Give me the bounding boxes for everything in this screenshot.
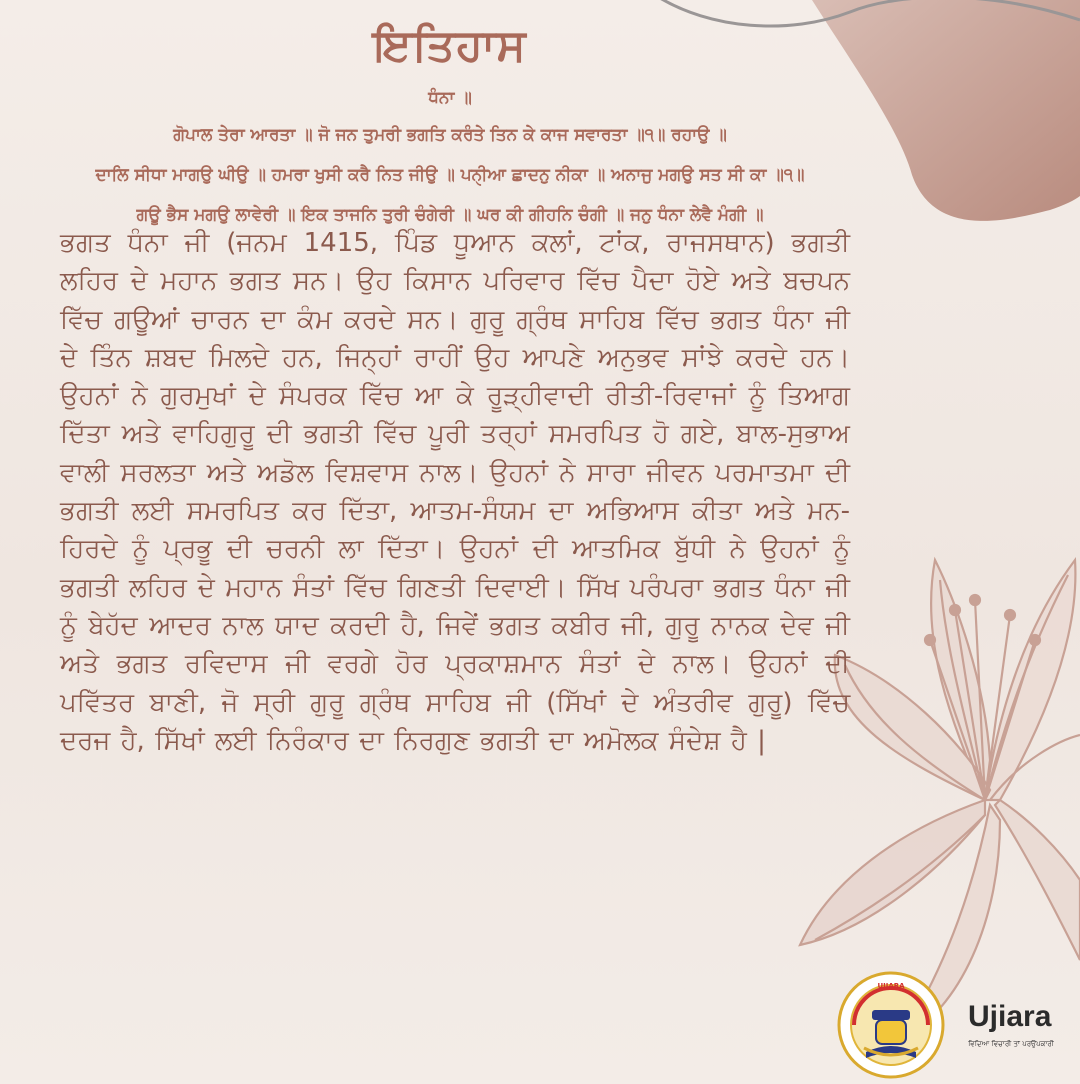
hymn-line: ਦਾਲਿ ਸੀਧਾ ਮਾਗਉ ਘੀਉ ॥ ਹਮਰਾ ਖੁਸੀ ਕਰੈ ਨਿਤ ਜੀਉ ॥ ਪਨੑੀਆ ਛਾਦਨੁ ਨੀਕਾ ॥ ਅਨਾਜੁ ਮਗਉ ਸਤ ਸੀ ਕਾ ॥੧॥ [95, 165, 805, 185]
emblem-text: UJJARA [877, 982, 905, 990]
brand-name: Ujiara [968, 1000, 1052, 1033]
hymn-line: ਗੋਪਾਲ ਤੇਰਾ ਆਰਤਾ ॥ ਜੋ ਜਨ ਤੁਮਰੀ ਭਗਤਿ ਕਰੰਤੇ ਤਿਨ ਕੇ ਕਾਜ ਸਵਾਰਤਾ ॥੧॥ ਰਹਾਉ ॥ [173, 125, 727, 145]
hymn-line: ਗਊ ਭੈਸ ਮਗਉ ਲਾਵੇਰੀ ॥ ਇਕ ਤਾਜਨਿ ਤੁਰੀ ਚੰਗੇਰੀ ॥ ਘਰ ਕੀ ਗੀਹਨਿ ਚੰਗੀ ॥ ਜਨੁ ਧੰਨਾ ਲੇਵੈ ਮੰਗੀ ॥ [136, 205, 764, 225]
history-paragraph: ਭਗਤ ਧੰਨਾ ਜੀ (ਜਨਮ 1415, ਪਿੰਡ ਧੂਆਨ ਕਲਾਂ, ਟਾਂਕ, ਰਾਜਸਥਾਨ) ਭਗਤੀ ਲਹਿਰ ਦੇ ਮਹਾਨ ਭਗਤ ਸਨ। ਉਹ ਕਿਸਾਨ ਪਰਿਵਾਰ ਵਿੱਚ ਪੈਦਾ ਹੋਏ ਅਤੇ ਬਚਪਨ ਵਿੱਚ ਗਊਆਂ ਚਾਰਨ ਦਾ ਕੰਮ ਕਰਦੇ ਸਨ। ਗੁਰੂ ਗ੍ਰੰਥ ਸਾਹਿਬ ਵਿੱਚ ਭਗਤ ਧੰਨਾ ਜੀ ਦੇ ਤਿੰਨ ਸ਼ਬਦ ਮਿਲਦੇ ਹਨ, ਜਿਨ੍ਹਾਂ ਰਾਹੀਂ ਉਹ ਆਪਣੇ ਅਨੁਭਵ ਸਾਂਝੇ ਕਰਦੇ ਹਨ।ਉਹਨਾਂ ਨੇ ਗੁਰਮੁਖਾਂ ਦੇ ਸੰਪਰਕ ਵਿੱਚ ਆ ਕੇ ਰੂੜ੍ਹੀਵਾਦੀ ਰੀਤੀ-ਰਿਵਾਜਾਂ ਨੂੰ ਤਿਆਗ ਦਿੱਤਾ ਅਤੇ ਵਾਹਿਗੁਰੂ ਦੀ ਭਗਤੀ ਵਿੱਚ ਪੂਰੀ ਤਰ੍ਹਾਂ ਸਮਰਪਿਤ ਹੋ ਗਏ, ਬਾਲ-ਸੁਭਾਅ ਵਾਲੀ ਸਰਲਤਾ ਅਤੇ ਅਡੋਲ ਵਿਸ਼ਵਾਸ ਨਾਲ। ਉਹਨਾਂ ਨੇ ਸਾਰਾ ਜੀਵਨ ਪਰਮਾਤਮਾ ਦੀ ਭਗਤੀ ਲਈ ਸਮਰਪਿਤ ਕਰ ਦਿੱਤਾ, ਆਤਮ-ਸੰਯਮ ਦਾ ਅਭਿਆਸ ਕੀਤਾ ਅਤੇ ਮਨ-ਹਿਰਦੇ ਨੂੰ ਪ੍ਰਭੂ ਦੀ ਚਰਨੀ ਲਾ ਦਿੱਤਾ। ਉਹਨਾਂ ਦੀ ਆਤਮਿਕ ਬੁੱਧੀ ਨੇ ਉਹਨਾਂ ਨੂੰ ਭਗਤੀ ਲਹਿਰ ਦੇ ਮਹਾਨ ਸੰਤਾਂ ਵਿੱਚ ਗਿਣਤੀ ਦਿਵਾਈ। ਸਿੱਖ ਪਰੰਪਰਾ ਭਗਤ ਧੰਨਾ ਜੀ ਨੂੰ ਬੇਹੱਦ ਆਦਰ ਨਾਲ ਯਾਦ ਕਰਦੀ ਹੈ, ਜਿਵੇਂ ਭਗਤ ਕਬੀਰ ਜੀ, ਗੁਰੂ ਨਾਨਕ ਦੇਵ ਜੀ ਅਤੇ ਭਗਤ ਰਵਿਦਾਸ ਜੀ ਵਰਗੇ ਹੋਰ ਪ੍ਰਕਾਸ਼ਮਾਨ ਸੰਤਾਂ ਦੇ ਨਾਲ। ਉਹਨਾਂ ਦੀ ਪਵਿੱਤਰ ਬਾਣੀ, ਜੋ ਸ੍ਰੀ ਗੁਰੂ ਗ੍ਰੰਥ ਸਾਹਿਬ ਜੀ (ਸਿੱਖਾਂ ਦੇ ਅੰਤਰੀਵ ਗੁਰੂ) ਵਿੱਚ ਦਰਜ ਹੈ, ਸਿੱਖਾਂ ਲਈ ਨਿਰੰਕਾਰ ਦਾ ਨਿਰਗੁਣ ਭਗਤੀ ਦਾ ਅਮੋਲਕ ਸੰਦੇਸ਼ ਹੈ | [60, 228, 850, 756]
page-title: ਇਤਿਹਾਸ [373, 20, 527, 71]
brand-tagline: ਵਿਦਿਆ ਵਿਚਾਰੀ ਤਾਂ ਪਰਉਪਕਾਰੀ [968, 1040, 1054, 1048]
ujiara-emblem-icon [836, 970, 946, 1080]
hymn-author: ਧੰਨਾ ॥ [428, 88, 472, 108]
